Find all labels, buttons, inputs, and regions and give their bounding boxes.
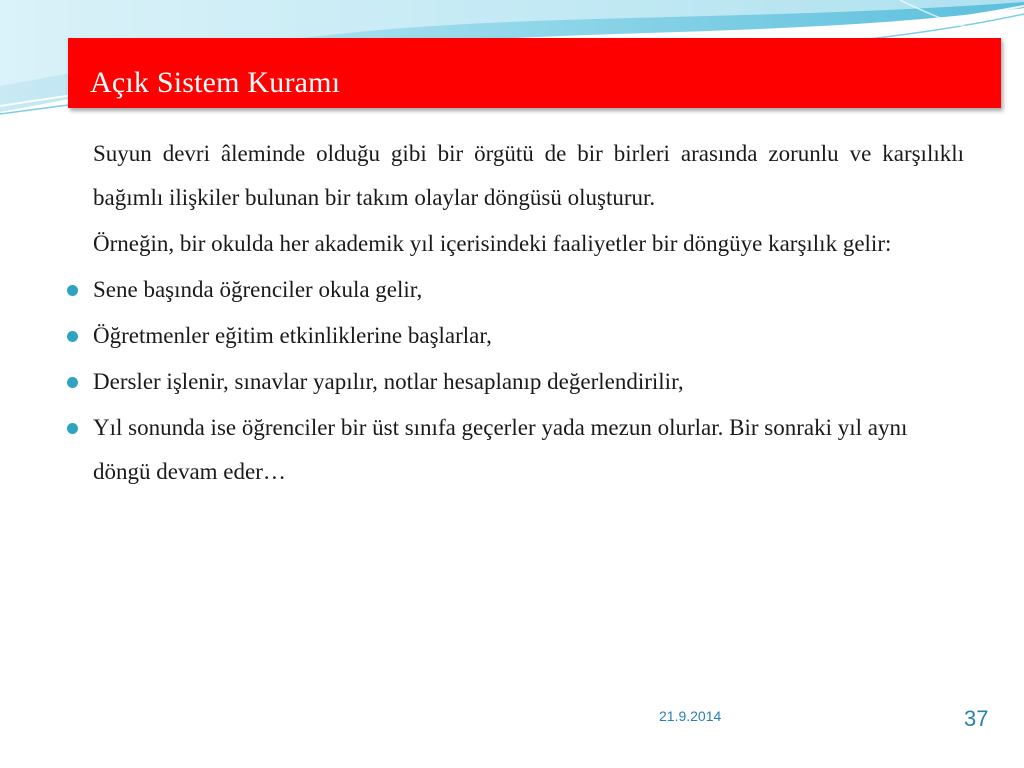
bullet-text: Yıl sonunda ise öğrenciler bir üst sınıfa geçerler yada mezun olurlar. Bir sonraki yıl aynı döngü devam eder… [93,415,908,484]
bullet-dot-icon [67,423,78,434]
paragraph-water-cycle: Suyun devri âleminde olduğu gibi bir örgütü de bir birleri arasında zorunlu ve karşılıklı bağımlı ilişkiler bulunan bir takım olaylar döngüsü oluşturur. [93,141,964,210]
slide-title: Açık Sistem Kuramı [90,66,341,99]
bullet-item [93,406,964,494]
bullet-dot-icon [67,377,78,388]
bullet-text: Dersler işlenir, sınavlar yapılır, notlar hesaplanıp değerlendirilir, [93,369,684,394]
slide-content [62,132,964,496]
page-number: 37 [964,706,989,731]
bullet-text: Öğretmenler eğitim etkinliklerine başlarlar, [93,323,492,348]
bullet-item [93,360,964,404]
bullet-item [93,314,964,358]
bullet-item [93,268,964,312]
paragraph-school-example: Örneğin, bir okulda her akademik yıl içerisindeki faaliyetler bir döngüye karşılık gelir: [93,231,892,256]
title-bar [68,38,1001,108]
bullet-dot-icon [67,331,78,342]
footer-date: 21.9.2014 [659,708,722,724]
bullet-dot-icon [67,285,78,296]
bullet-text: Sene başında öğrenciler okula gelir, [93,277,423,302]
